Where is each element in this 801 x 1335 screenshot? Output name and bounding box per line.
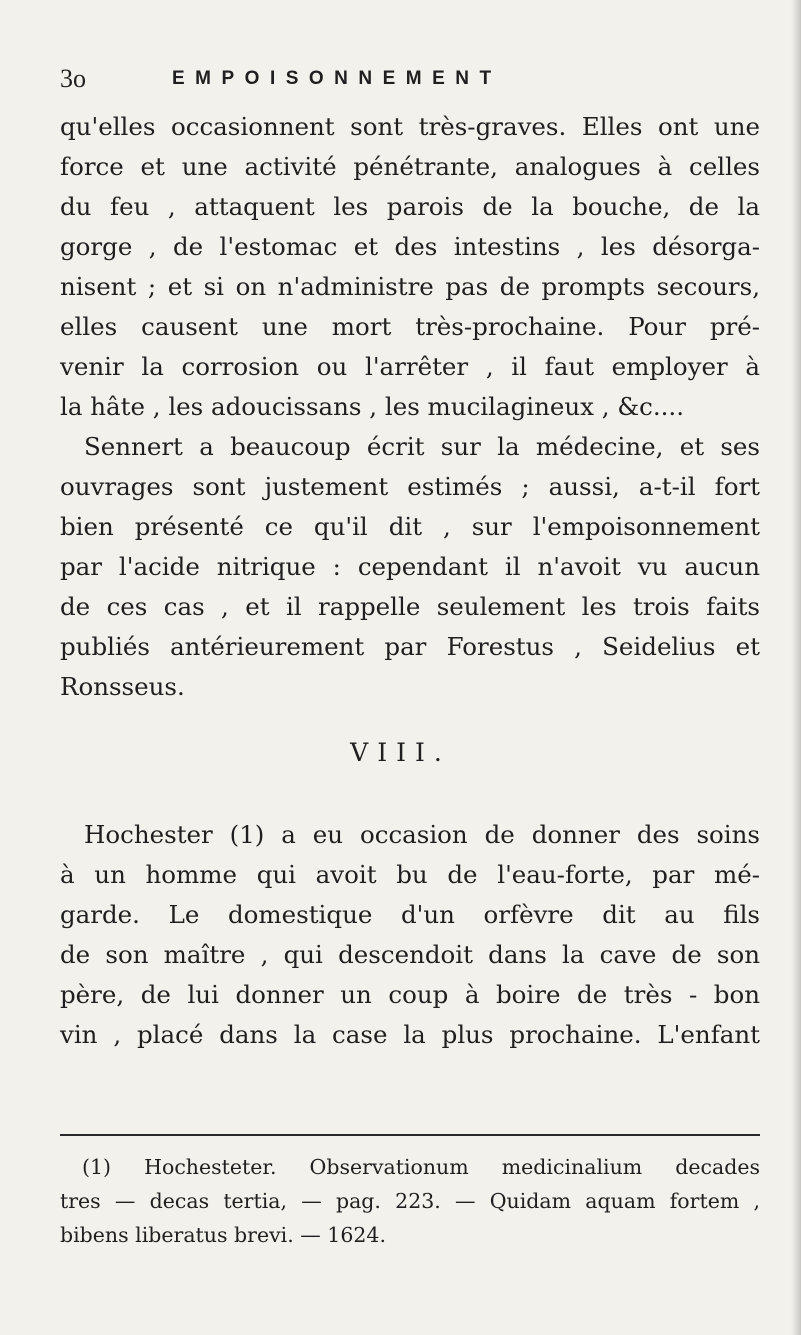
text-line: bien présenté ce qu'il dit , sur l'empoisonnement [60, 512, 760, 541]
section-heading: VIII. [350, 738, 451, 767]
text-line: publiés antérieurement par Forestus , Seidelius et [60, 632, 760, 661]
text-line: de son maître , qui descendoit dans la cave de son [60, 940, 760, 969]
footnote-line: bibens liberatus brevi. — 1624. [60, 1223, 386, 1247]
text-line: la hâte , les adoucissans , les mucilagineux , &c.... [60, 392, 685, 421]
text-line: par l'acide nitrique : cependant il n'avoit vu aucun [60, 552, 760, 581]
text-line: gorge , de l'estomac et des intestins , les désorga- [60, 232, 760, 261]
text-line: vin , placé dans la case la plus prochaine. L'enfant [60, 1020, 760, 1049]
text-line: qu'elles occasionnent sont très-graves. Elles ont une [60, 112, 760, 141]
text-line: force et une activité pénétrante, analogues à celles [60, 152, 760, 181]
text-line: venir la corrosion ou l'arrêter , il faut employer à [60, 352, 760, 381]
page-header [60, 64, 760, 94]
text-line: de ces cas , et il rappelle seulement les trois faits [60, 592, 760, 621]
text-line: garde. Le domestique d'un orfèvre dit au fils [60, 900, 760, 929]
running-title: EMPOISONNEMENT [172, 68, 502, 89]
footnote [60, 1150, 760, 1252]
text-line: du feu , attaquent les parois de la bouche, de la [60, 192, 760, 221]
text-line: nisent ; et si on n'administre pas de prompts secours, [60, 272, 760, 301]
text-line: à un homme qui avoit bu de l'eau-forte, par mé- [60, 860, 760, 889]
text-line: ouvrages sont justement estimés ; aussi, a-t-il fort [60, 472, 760, 501]
text-line: Ronsseus. [60, 672, 185, 701]
body-text-bottom [60, 815, 760, 1055]
text-line: elles causent une mort très-prochaine. Pour pré- [60, 312, 760, 341]
text-line: père, de lui donner un coup à boire de très - bon [60, 980, 760, 1009]
body-text-top [60, 107, 760, 707]
footnote-divider [60, 1134, 760, 1136]
footnote-line: tres — decas tertia, — pag. 223. — Quidam aquam fortem , [60, 1189, 760, 1213]
text-line: Sennert a beaucoup écrit sur la médecine, et ses [84, 432, 760, 461]
text-line: Hochester (1) a eu occasion de donner des soins [84, 820, 760, 849]
page-number: 3o [60, 64, 86, 93]
footnote-line: (1) Hochesteter. Observationum medicinalium decades [82, 1155, 760, 1179]
page-edge-shadow [791, 0, 801, 1335]
